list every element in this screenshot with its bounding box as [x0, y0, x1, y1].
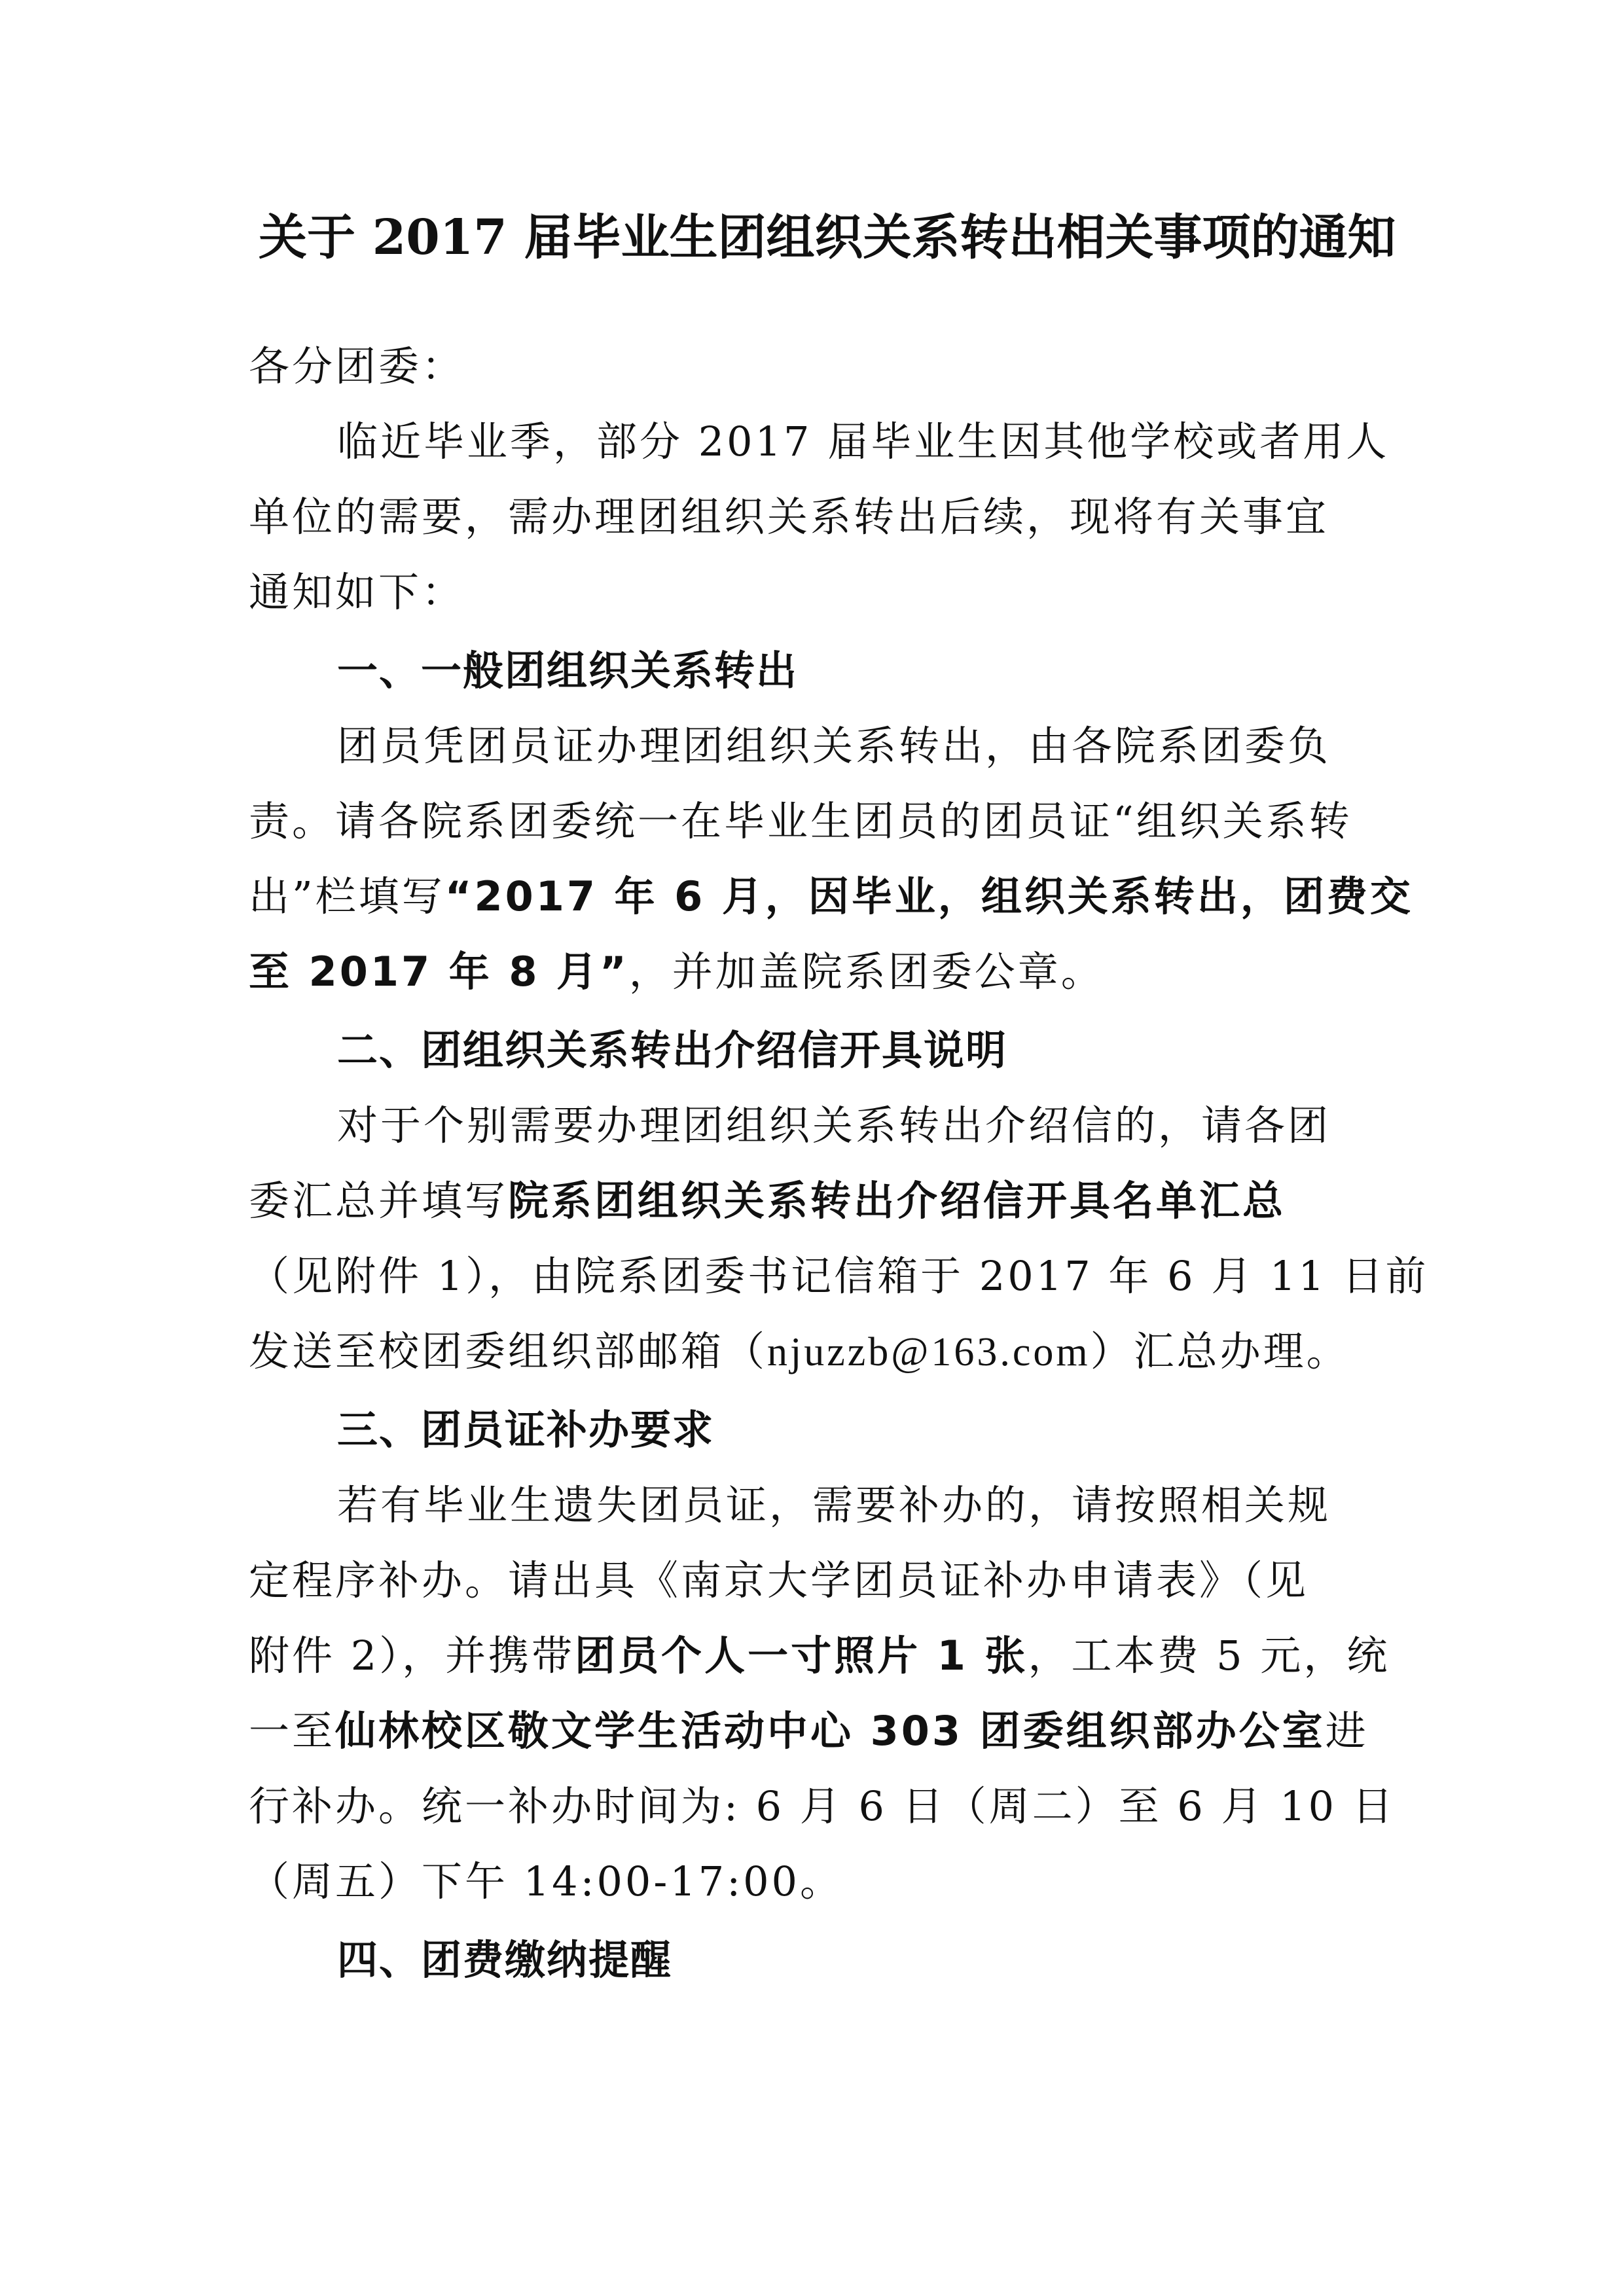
section-2-line-3: （见附件 1），由院系团委书记信箱于 2017 年 6 月 11 日前: [249, 1252, 1429, 1300]
document-title: 关于 2017 届毕业生团组织关系转出相关事项的通知: [259, 209, 1396, 266]
intro-line-3: 通知如下：: [249, 568, 465, 616]
section-1-line-3: [249, 870, 1413, 923]
section-1-line-1: 团员凭团员证办理团组织关系转出，由各院系团委负: [337, 722, 1331, 770]
section-3-line-3-b: ，工本费 5 元，统: [1028, 1632, 1390, 1679]
section-2-heading: 二、团组织关系转出介绍信开具说明: [337, 1026, 1008, 1074]
section-3-line-4-b: 进: [1325, 1707, 1369, 1755]
section-1-line-4-plain: ，并加盖院系团委公章。: [628, 948, 1104, 996]
email-address: njuzzb@163.com: [767, 1330, 1091, 1374]
section-3-heading: 三、团员证补办要求: [337, 1406, 715, 1454]
section-2-line-1: 对于个别需要办理团组织关系转出介绍信的，请各团: [337, 1102, 1331, 1149]
section-2-line-2-plain: 委汇总并填写: [249, 1177, 509, 1225]
section-3-line-4-bold: 仙林校区敬文学生活动中心 303 团委组织部办公室: [335, 1707, 1326, 1755]
intro-line-2: 单位的需要，需办理团组织关系转出后续，现将有关事宜: [249, 493, 1329, 541]
intro-line-1: 临近毕业季，部分 2017 届毕业生因其他学校或者用人: [337, 418, 1390, 465]
section-2-line-4-a: 发送至校团委组织部邮箱（: [249, 1327, 768, 1375]
section-2-line-2: [249, 1175, 1401, 1227]
section-2-line-4: [249, 1325, 1401, 1378]
section-3-line-3-bold: 团员个人一寸照片 1 张: [575, 1632, 1028, 1679]
section-2-line-2-bold: 院系团组织关系转出介绍信开具名单汇总: [508, 1177, 1286, 1225]
section-1-heading: 一、一般团组织关系转出: [337, 647, 799, 694]
section-3-line-4-a: 一至: [249, 1707, 336, 1755]
section-3-line-1: 若有毕业生遗失团员证，需要补办的，请按照相关规: [337, 1481, 1331, 1529]
section-1-line-2: 责。请各院系团委统一在毕业生团员的团员证“组织关系转: [249, 797, 1352, 845]
section-3-line-2: 定程序补办。请出具《南京大学团员证补办申请表》（见: [249, 1556, 1309, 1604]
section-4-heading: 四、团费缴纳提醒: [337, 1936, 673, 1984]
section-3-line-3-a: 附件 2），并携带: [249, 1632, 575, 1679]
section-1-line-3-bold: “2017 年 6 月，因毕业，组织关系转出，团费交: [444, 872, 1413, 920]
section-1-line-4: [249, 946, 1401, 998]
section-3-line-6: （周五）下午 14:00-17:00。: [249, 1857, 844, 1905]
salutation: 各分团委：: [249, 342, 465, 390]
section-1-line-4-bold: 至 2017 年 8 月”: [249, 948, 629, 996]
section-1-line-3-plain: 出”栏填写: [249, 872, 445, 920]
section-3-line-5: 行补办。统一补办时间为: 6 月 6 日（周二）至 6 月 10 日: [249, 1782, 1396, 1830]
section-2-line-4-b: ）汇总办理。: [1090, 1327, 1350, 1375]
section-3-line-3: [249, 1630, 1401, 1682]
section-3-line-4: [249, 1705, 1401, 1757]
